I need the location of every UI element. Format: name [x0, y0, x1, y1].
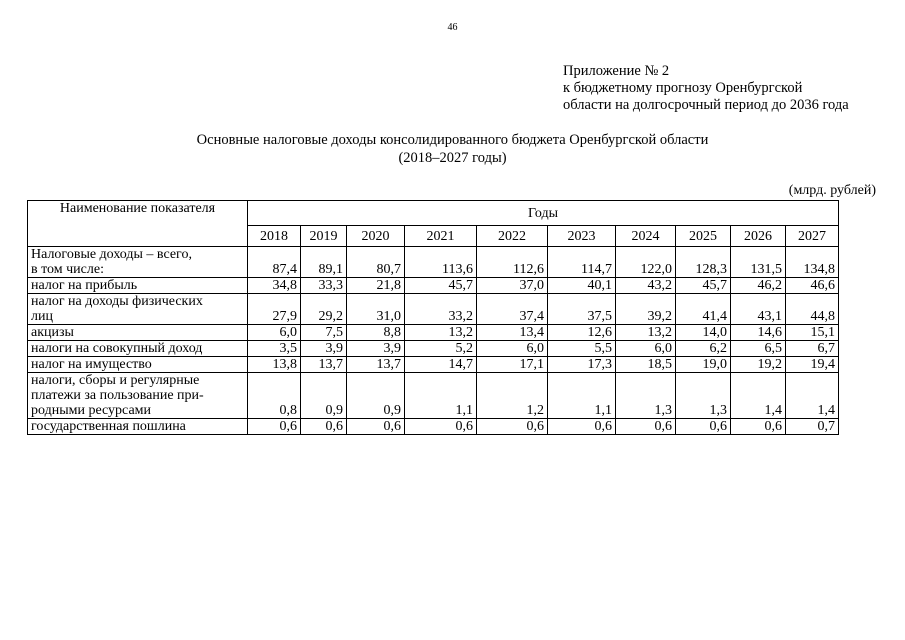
value-cell: 89,1 [301, 247, 347, 278]
value-cell: 31,0 [347, 294, 405, 325]
annex-line: к бюджетному прогнозу Оренбургской [563, 80, 803, 96]
year-header-cell: 2019 [301, 226, 347, 247]
table-row [28, 325, 839, 341]
row-label-line: государственная пошлина [31, 419, 186, 434]
row-label [28, 294, 248, 325]
value-cell: 13,7 [301, 357, 347, 373]
value-cell: 17,1 [477, 357, 548, 373]
value-cell: 112,6 [477, 247, 548, 278]
value-cell: 0,6 [616, 419, 676, 435]
value-cell: 37,0 [477, 278, 548, 294]
value-cell: 33,3 [301, 278, 347, 294]
value-cell: 3,9 [347, 341, 405, 357]
value-cell: 0,6 [301, 419, 347, 435]
value-cell: 44,8 [786, 294, 839, 325]
value-cell: 6,0 [616, 341, 676, 357]
value-cell: 1,4 [731, 373, 786, 419]
units-label: (млрд. рублей) [788, 183, 876, 198]
value-cell: 87,4 [248, 247, 301, 278]
year-header-cell: 2027 [786, 226, 839, 247]
table-row [28, 278, 839, 294]
value-cell: 46,6 [786, 278, 839, 294]
row-label-line: платежи за пользование при- [31, 388, 204, 403]
value-cell: 0,6 [405, 419, 477, 435]
year-header-cell: 2021 [405, 226, 477, 247]
table-row [28, 294, 839, 325]
value-cell: 19,2 [731, 357, 786, 373]
table-body [28, 247, 839, 435]
value-cell: 8,8 [347, 325, 405, 341]
value-cell: 3,5 [248, 341, 301, 357]
row-label-line: налог на доходы физических [31, 294, 203, 309]
value-cell: 13,4 [477, 325, 548, 341]
year-header-cell: 2024 [616, 226, 676, 247]
value-cell: 13,8 [248, 357, 301, 373]
value-cell: 0,7 [786, 419, 839, 435]
value-cell: 0,8 [248, 373, 301, 419]
value-cell: 0,6 [548, 419, 616, 435]
title-subline: (2018–2027 годы) [398, 150, 507, 166]
annex-line: Приложение № 2 [563, 63, 670, 79]
row-label [28, 278, 248, 294]
value-cell: 39,2 [616, 294, 676, 325]
value-cell: 1,3 [676, 373, 731, 419]
table-row [28, 373, 839, 419]
value-cell: 43,2 [616, 278, 676, 294]
value-cell: 6,5 [731, 341, 786, 357]
value-cell: 6,2 [676, 341, 731, 357]
title-line: Основные налоговые доходы консолидированного бюджета Оренбургской области [196, 132, 709, 148]
value-cell: 18,5 [616, 357, 676, 373]
value-cell: 0,9 [347, 373, 405, 419]
value-cell: 1,3 [616, 373, 676, 419]
value-cell: 0,6 [676, 419, 731, 435]
row-label-line: налог на имущество [31, 357, 152, 372]
value-cell: 6,0 [477, 341, 548, 357]
value-cell: 46,2 [731, 278, 786, 294]
value-cell: 27,9 [248, 294, 301, 325]
value-cell: 33,2 [405, 294, 477, 325]
value-cell: 19,4 [786, 357, 839, 373]
value-cell: 0,9 [301, 373, 347, 419]
value-cell: 0,6 [477, 419, 548, 435]
value-cell: 14,0 [676, 325, 731, 341]
table-row [28, 419, 839, 435]
row-label [28, 373, 248, 419]
table-row [28, 341, 839, 357]
header-indicator-name: Наименование показателя [28, 201, 248, 247]
value-cell: 128,3 [676, 247, 731, 278]
value-cell: 114,7 [548, 247, 616, 278]
value-cell: 0,6 [731, 419, 786, 435]
value-cell: 45,7 [405, 278, 477, 294]
row-label-line: налог на прибыль [31, 278, 138, 293]
value-cell: 5,2 [405, 341, 477, 357]
row-label-line: налоги на совокупный доход [31, 341, 203, 356]
value-cell: 14,7 [405, 357, 477, 373]
row-label [28, 341, 248, 357]
value-cell: 113,6 [405, 247, 477, 278]
value-cell: 40,1 [548, 278, 616, 294]
value-cell: 7,5 [301, 325, 347, 341]
value-cell: 122,0 [616, 247, 676, 278]
header-years: Годы [248, 201, 839, 226]
value-cell: 37,4 [477, 294, 548, 325]
tax-revenue-table [27, 200, 839, 435]
value-cell: 134,8 [786, 247, 839, 278]
value-cell: 13,2 [616, 325, 676, 341]
value-cell: 45,7 [676, 278, 731, 294]
page-number: 46 [447, 22, 458, 33]
value-cell: 6,0 [248, 325, 301, 341]
annex-line: области на долгосрочный период до 2036 года [563, 97, 849, 113]
year-header-cell: 2022 [477, 226, 548, 247]
year-header-cell: 2026 [731, 226, 786, 247]
row-label-line: налоги, сборы и регулярные [31, 373, 200, 388]
row-label [28, 325, 248, 341]
value-cell: 0,6 [347, 419, 405, 435]
value-cell: 14,6 [731, 325, 786, 341]
value-cell: 5,5 [548, 341, 616, 357]
row-label [28, 357, 248, 373]
table-row [28, 357, 839, 373]
year-header-cell: 2020 [347, 226, 405, 247]
value-cell: 13,2 [405, 325, 477, 341]
value-cell: 131,5 [731, 247, 786, 278]
value-cell: 15,1 [786, 325, 839, 341]
value-cell: 80,7 [347, 247, 405, 278]
year-header-cell: 2023 [548, 226, 616, 247]
row-label [28, 419, 248, 435]
value-cell: 21,8 [347, 278, 405, 294]
year-header-cell: 2018 [248, 226, 301, 247]
value-cell: 29,2 [301, 294, 347, 325]
value-cell: 37,5 [548, 294, 616, 325]
row-label-line: родными ресурсами [31, 403, 152, 418]
value-cell: 6,7 [786, 341, 839, 357]
row-label-line: лиц [31, 309, 53, 324]
year-header-cell: 2025 [676, 226, 731, 247]
annex-header [563, 63, 849, 114]
value-cell: 13,7 [347, 357, 405, 373]
value-cell: 41,4 [676, 294, 731, 325]
value-cell: 19,0 [676, 357, 731, 373]
value-cell: 0,6 [248, 419, 301, 435]
value-cell: 17,3 [548, 357, 616, 373]
row-label [28, 247, 248, 278]
value-cell: 43,1 [731, 294, 786, 325]
value-cell: 1,1 [548, 373, 616, 419]
value-cell: 1,1 [405, 373, 477, 419]
value-cell: 1,2 [477, 373, 548, 419]
row-label-line: Налоговые доходы – всего, [31, 247, 192, 262]
document-title [0, 131, 905, 167]
value-cell: 34,8 [248, 278, 301, 294]
table-row [28, 247, 839, 278]
value-cell: 12,6 [548, 325, 616, 341]
row-label-line: акцизы [31, 325, 74, 340]
value-cell: 3,9 [301, 341, 347, 357]
row-label-line: в том числе: [31, 262, 104, 277]
value-cell: 1,4 [786, 373, 839, 419]
